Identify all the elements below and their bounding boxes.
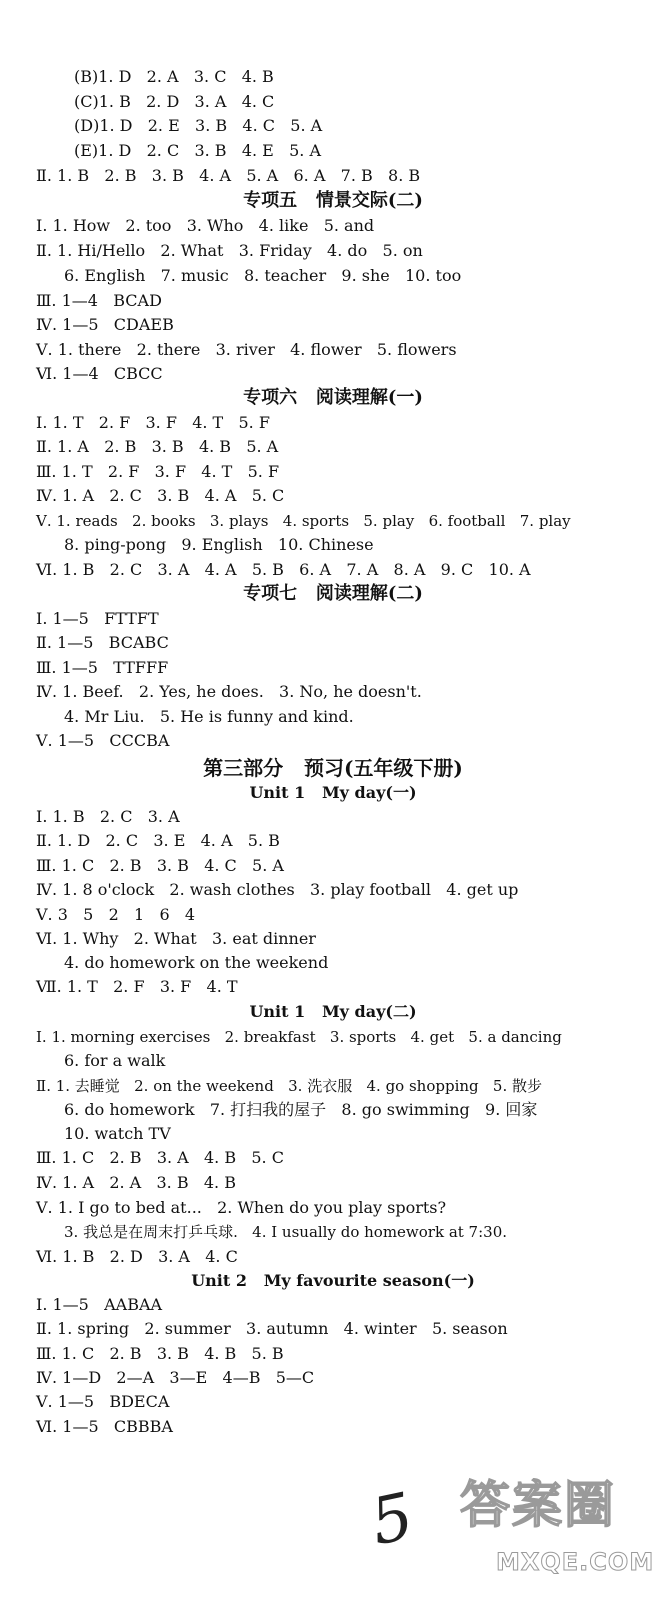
answer-line: 6. do homework 7. 打扫我的屋子 8. go swimming 9. 回家 xyxy=(64,1100,538,1119)
unit-heading: Unit 1 My day(一) xyxy=(249,783,417,802)
answer-line: Ⅲ. 1. T 2. F 3. F 4. T 5. F xyxy=(36,462,280,481)
watermark-logo xyxy=(460,1476,656,1588)
answer-line: Ⅲ. 1—5 TTFFF xyxy=(36,658,169,677)
answer-line: Ⅴ. 1. I go to bed at... 2. When do you play sports? xyxy=(36,1198,447,1217)
answer-line: Ⅰ. 1—5 AABAA xyxy=(36,1295,163,1314)
unit-heading: Unit 1 My day(二) xyxy=(249,1002,417,1021)
answer-line: Ⅳ. 1. 8 o'clock 2. wash clothes 3. play football 4. get up xyxy=(36,880,519,899)
answer-line: Ⅰ. 1. How 2. too 3. Who 4. like 5. and xyxy=(36,216,375,235)
answer-line: Ⅶ. 1. T 2. F 3. F 4. T xyxy=(36,977,238,996)
answer-line: Ⅵ. 1. B 2. C 3. A 4. A 5. B 6. A 7. A 8. A 9. C 10. A xyxy=(36,560,531,579)
answer-line: Ⅵ. 1. B 2. D 3. A 4. C xyxy=(36,1247,238,1266)
answer-line: Ⅰ. 1. morning exercises 2. breakfast 3. sports 4. get 5. a dancing xyxy=(36,1028,562,1046)
answer-line: Ⅵ. 1. Why 2. What 3. eat dinner xyxy=(36,929,316,948)
watermark-url: MXQE.COM xyxy=(496,1548,655,1576)
answer-line: (E)1. D 2. C 3. B 4. E 5. A xyxy=(74,141,322,160)
answer-line: Ⅴ. 1. there 2. there 3. river 4. flower 5. flowers xyxy=(36,340,457,359)
part-heading: 第三部分 预习(五年级下册) xyxy=(203,756,463,780)
section-heading: 专项七 阅读理解(二) xyxy=(243,583,423,604)
answer-line: 6. English 7. music 8. teacher 9. she 10. too xyxy=(64,266,462,285)
answer-line: Ⅵ. 1—4 CBCC xyxy=(36,364,163,383)
answer-line: Ⅱ. 1. A 2. B 3. B 4. B 5. A xyxy=(36,437,279,456)
answer-line: Ⅲ. 1—4 BCAD xyxy=(36,291,162,310)
answer-line: Ⅴ. 3 5 2 1 6 4 xyxy=(36,905,196,924)
answer-line: Ⅱ. 1. Hi/Hello 2. What 3. Friday 4. do 5. on xyxy=(36,241,423,260)
answer-line: Ⅱ. 1—5 BCABC xyxy=(36,633,169,652)
answer-line: Ⅱ. 1. B 2. B 3. B 4. A 5. A 6. A 7. B 8. B xyxy=(36,166,421,185)
answer-line: Ⅳ. 1. A 2. A 3. B 4. B xyxy=(36,1173,236,1192)
answer-line: Ⅱ. 1. spring 2. summer 3. autumn 4. winter 5. season xyxy=(36,1319,508,1338)
answer-line: Ⅴ. 1—5 BDECA xyxy=(36,1392,170,1411)
answer-line: Ⅳ. 1—D 2—A 3—E 4—B 5—C xyxy=(36,1368,315,1387)
answer-line: Ⅲ. 1. C 2. B 3. B 4. B 5. B xyxy=(36,1344,284,1363)
answer-line: 3. 我总是在周末打乒乓球. 4. I usually do homework at 7:30. xyxy=(64,1223,508,1241)
answer-line: 8. ping-pong 9. English 10. Chinese xyxy=(64,535,374,554)
answer-line: Ⅳ. 1. A 2. C 3. B 4. A 5. C xyxy=(36,486,285,505)
watermark-chinese: 答案圈 xyxy=(460,1476,616,1534)
answer-line: Ⅱ. 1. 去睡觉 2. on the weekend 3. 洗衣服 4. go shopping 5. 散步 xyxy=(36,1077,543,1095)
section-heading: 专项六 阅读理解(一) xyxy=(243,387,423,408)
unit-heading: Unit 2 My favourite season(一) xyxy=(191,1271,475,1290)
answer-line: 10. watch TV xyxy=(64,1124,171,1143)
answer-line: Ⅵ. 1—5 CBBBA xyxy=(36,1417,173,1436)
answer-line: (C)1. B 2. D 3. A 4. C xyxy=(74,92,275,111)
answer-line: Ⅴ. 1. reads 2. books 3. plays 4. sports 5. play 6. football 7. play xyxy=(36,512,571,530)
answer-line: 6. for a walk xyxy=(64,1051,166,1070)
answer-line: Ⅳ. 1. Beef. 2. Yes, he does. 3. No, he doesn't. xyxy=(36,682,422,701)
answer-line: Ⅰ. 1—5 FTTFT xyxy=(36,609,159,628)
section-heading: 专项五 情景交际(二) xyxy=(243,190,423,211)
answer-line: (D)1. D 2. E 3. B 4. C 5. A xyxy=(74,116,323,135)
page-number: 5 xyxy=(364,1479,420,1561)
answer-line: Ⅰ. 1. T 2. F 3. F 4. T 5. F xyxy=(36,413,270,432)
answer-line: Ⅱ. 1. D 2. C 3. E 4. A 5. B xyxy=(36,831,280,850)
answer-line: Ⅳ. 1—5 CDAEB xyxy=(36,315,174,334)
answer-line: 4. Mr Liu. 5. He is funny and kind. xyxy=(64,707,354,726)
answer-line: Ⅲ. 1. C 2. B 3. B 4. C 5. A xyxy=(36,856,284,875)
answer-line: Ⅴ. 1—5 CCCBA xyxy=(36,731,170,750)
answer-line: Ⅰ. 1. B 2. C 3. A xyxy=(36,807,180,826)
answer-line: (B)1. D 2. A 3. C 4. B xyxy=(74,67,274,86)
answer-line: 4. do homework on the weekend xyxy=(64,953,329,972)
answer-line: Ⅲ. 1. C 2. B 3. A 4. B 5. C xyxy=(36,1148,284,1167)
